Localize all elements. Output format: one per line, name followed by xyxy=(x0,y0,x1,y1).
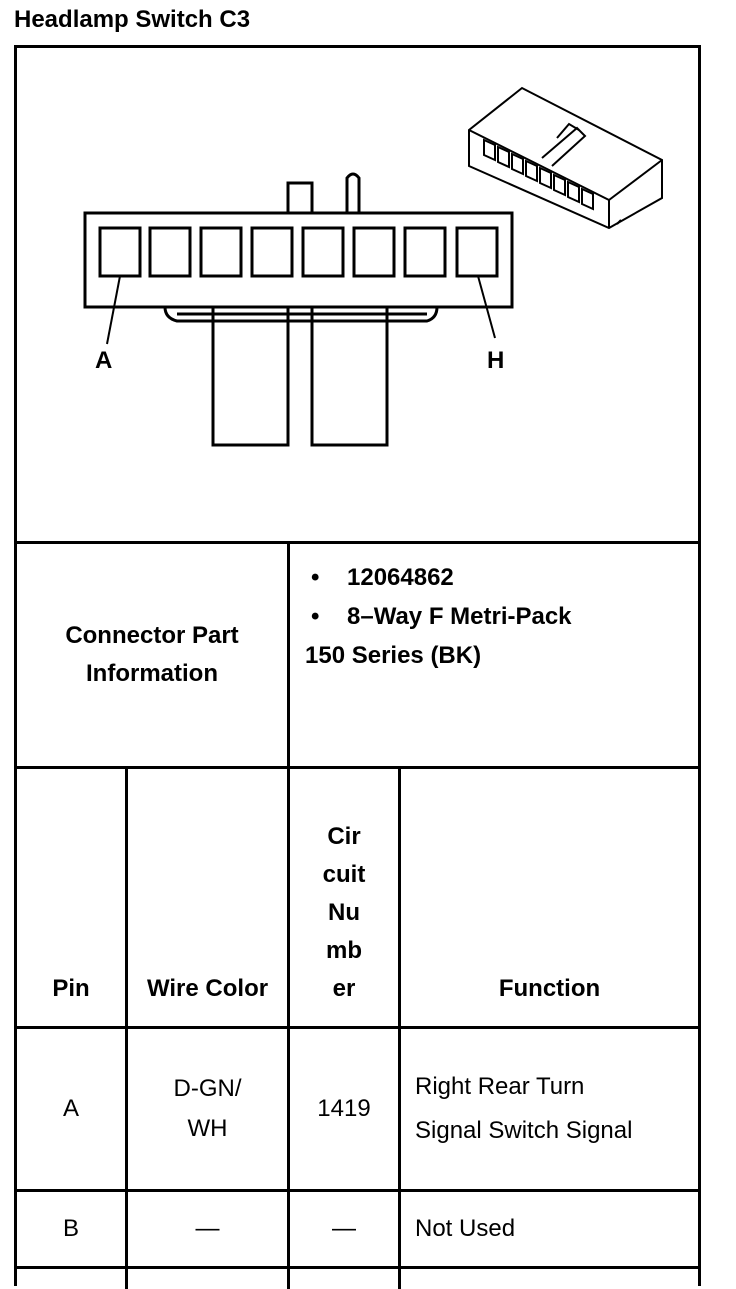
pin-a-leader xyxy=(107,276,120,344)
row-a-pin: A xyxy=(62,1095,79,1122)
pin-cavity-e xyxy=(303,228,343,276)
pin-cavity-h xyxy=(457,228,497,276)
connector-type-item: • 8–Way F Metri-Pack xyxy=(311,603,572,630)
header-circuit-number: Cir cuit Nu mb er xyxy=(322,823,366,1002)
pin-cavity-a xyxy=(100,228,140,276)
connector-latch xyxy=(288,183,312,213)
row-b-pin: B xyxy=(62,1215,79,1242)
row-b-wire-color: — xyxy=(195,1215,220,1242)
connector-lock-tab xyxy=(347,174,359,213)
connector-info-values xyxy=(305,558,572,675)
pin-cavity-f xyxy=(354,228,394,276)
pin-cavity-c xyxy=(201,228,241,276)
header-wire-color: Wire Color xyxy=(146,975,269,1002)
row-b-circuit: — xyxy=(332,1215,356,1242)
pin-cavity-b xyxy=(150,228,190,276)
harness-right xyxy=(312,307,387,445)
connector-3d-view xyxy=(469,88,662,228)
row-a-function: Right Rear Turn Signal Switch Signal xyxy=(415,1073,633,1144)
row-b-function: Not Used xyxy=(415,1215,516,1242)
pin-label-h: H xyxy=(487,347,505,374)
connector-series: 150 Series (BK) xyxy=(305,642,482,669)
harness-left xyxy=(213,307,288,445)
pin-cavity-g xyxy=(405,228,445,276)
connector-table xyxy=(14,45,701,1286)
page-title: Headlamp Switch C3 xyxy=(14,6,251,33)
pin-cavity-d xyxy=(252,228,292,276)
header-function: Function xyxy=(498,975,601,1002)
part-number-item: • 12064862 xyxy=(311,564,454,591)
pin-label-a: A xyxy=(95,347,113,374)
row-a-circuit: 1419 xyxy=(317,1095,371,1122)
connector-diagram xyxy=(17,48,698,541)
header-pin: Pin xyxy=(52,975,90,1002)
row-a-wire-color: D-GN/ WH xyxy=(173,1075,242,1142)
connector-info-label: Connector Part Information xyxy=(65,622,239,687)
